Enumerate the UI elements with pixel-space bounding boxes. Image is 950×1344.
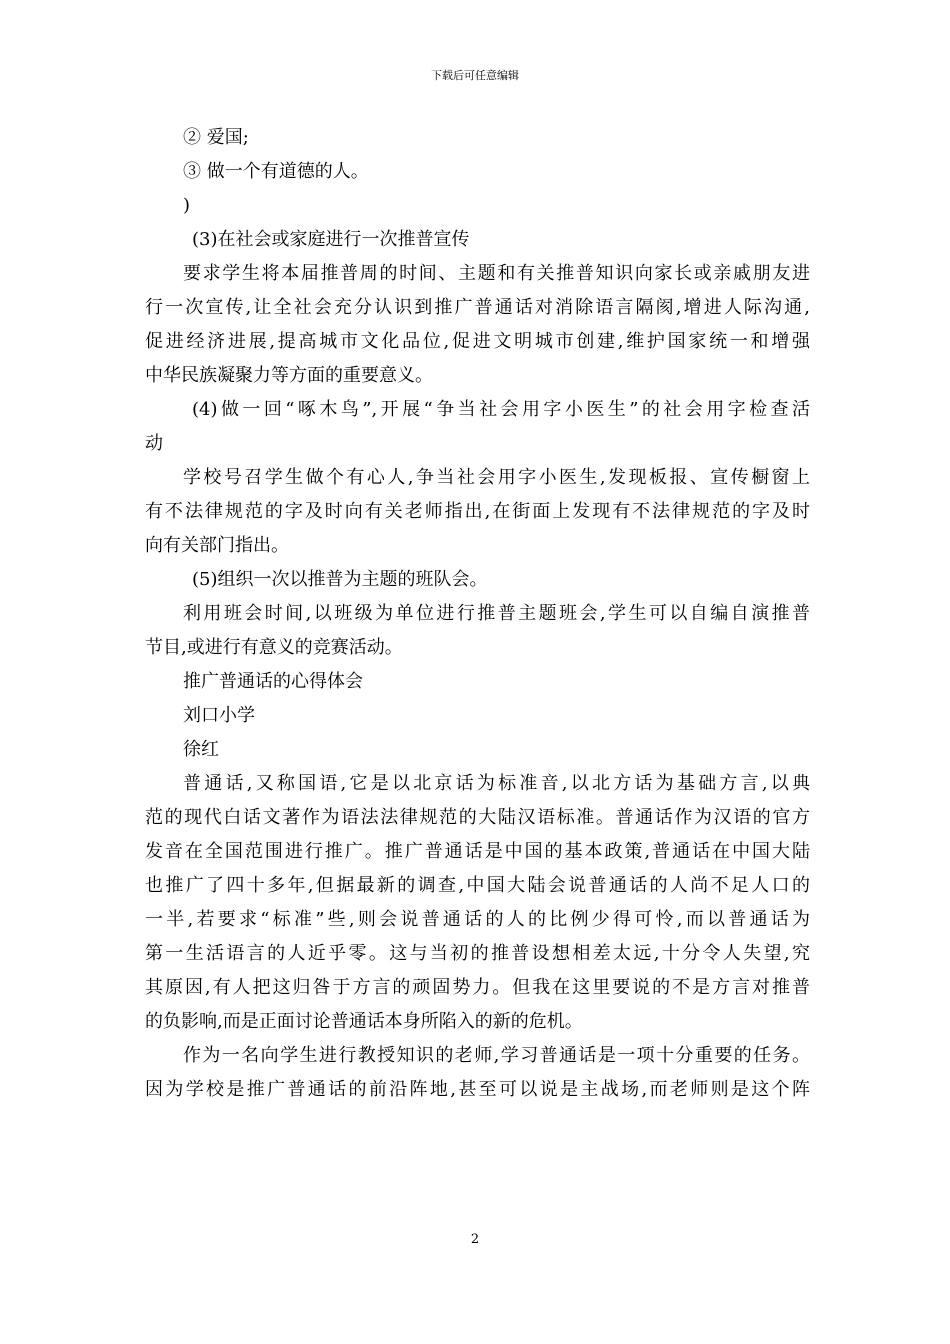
document-body [145, 121, 810, 1107]
text-line: 因为学校是推广普通话的前沿阵地,甚至可以说是主战场,而老师则是这个阵 [145, 1079, 810, 1100]
text-line: 一半,若要求“标准”些,则会说普通话的人的比例少得可怜,而以普通话为 [145, 909, 810, 930]
text-line: 作为一名向学生进行教授知识的老师,学习普通话是一项十分重要的任务。 [183, 1045, 810, 1066]
text-line: 徐红 [183, 739, 219, 760]
text-line: 有不法律规范的字及时向有关老师指出,在街面上发现有不法律规范的字及时 [145, 501, 810, 522]
text-line: (5)组织一次以推普为主题的班队会。 [192, 569, 488, 590]
text-line: 也推广了四十多年,但据最新的调查,中国大陆会说普通话的人尚不足人口的 [145, 875, 810, 896]
text-line: 推广普通话的心得体会 [183, 671, 363, 692]
text-line: (4)做一回“啄木鸟”,开展“争当社会用字小医生”的社会用字检查活 [192, 399, 810, 420]
text-line: 促进经济进展,提高城市文化品位,促进文明城市创建,维护国家统一和增强 [145, 331, 810, 352]
text-line: 普通话,又称国语,它是以北京话为标准音,以北方话为基础方言,以典 [183, 773, 810, 794]
text-line: 的负影响,而是正面讨论普通话本身所陷入的新的危机。 [145, 1011, 583, 1032]
text-line: 利用班会时间,以班级为单位进行推普主题班会,学生可以自编自演推普 [183, 603, 810, 624]
text-line: 节目,或进行有意义的竞赛活动。 [145, 637, 403, 658]
text-line: ③ 做一个有道德的人。 [183, 161, 369, 182]
text-line: 第一生活语言的人近乎零。这与当初的推普设想相差太远,十分令人失望,究 [145, 943, 810, 964]
text-line: ) [183, 195, 191, 216]
text-line: 动 [145, 433, 163, 454]
text-line: 学校号召学生做个有心人,争当社会用字小医生,发现板报、宣传橱窗上 [183, 467, 810, 488]
text-line: 要求学生将本届推普周的时间、主题和有关推普知识向家长或亲戚朋友进 [183, 263, 810, 284]
text-line: ② 爱国; [183, 127, 249, 148]
text-line: 发音在全国范围进行推广。推广普通话是中国的基本政策,普通话在中国大陆 [145, 841, 810, 862]
page-header: 下载后可任意编辑 [431, 69, 519, 82]
text-line: (3)在社会或家庭进行一次推普宣传 [192, 229, 470, 250]
text-line: 刘口小学 [183, 705, 255, 726]
text-line: 中华民族凝聚力等方面的重要意义。 [145, 365, 433, 386]
text-line: 行一次宣传,让全社会充分认识到推广普通话对消除语言隔阂,增进人际沟通, [145, 297, 810, 318]
page-number: 2 [470, 1232, 480, 1247]
text-line: 范的现代白话文著作为语法法律规范的大陆汉语标准。普通话作为汉语的官方 [145, 807, 810, 828]
text-line: 向有关部门指出。 [145, 535, 289, 556]
text-line: 其原因,有人把这归咎于方言的顽固势力。但我在这里要说的不是方言对推普 [145, 977, 810, 998]
